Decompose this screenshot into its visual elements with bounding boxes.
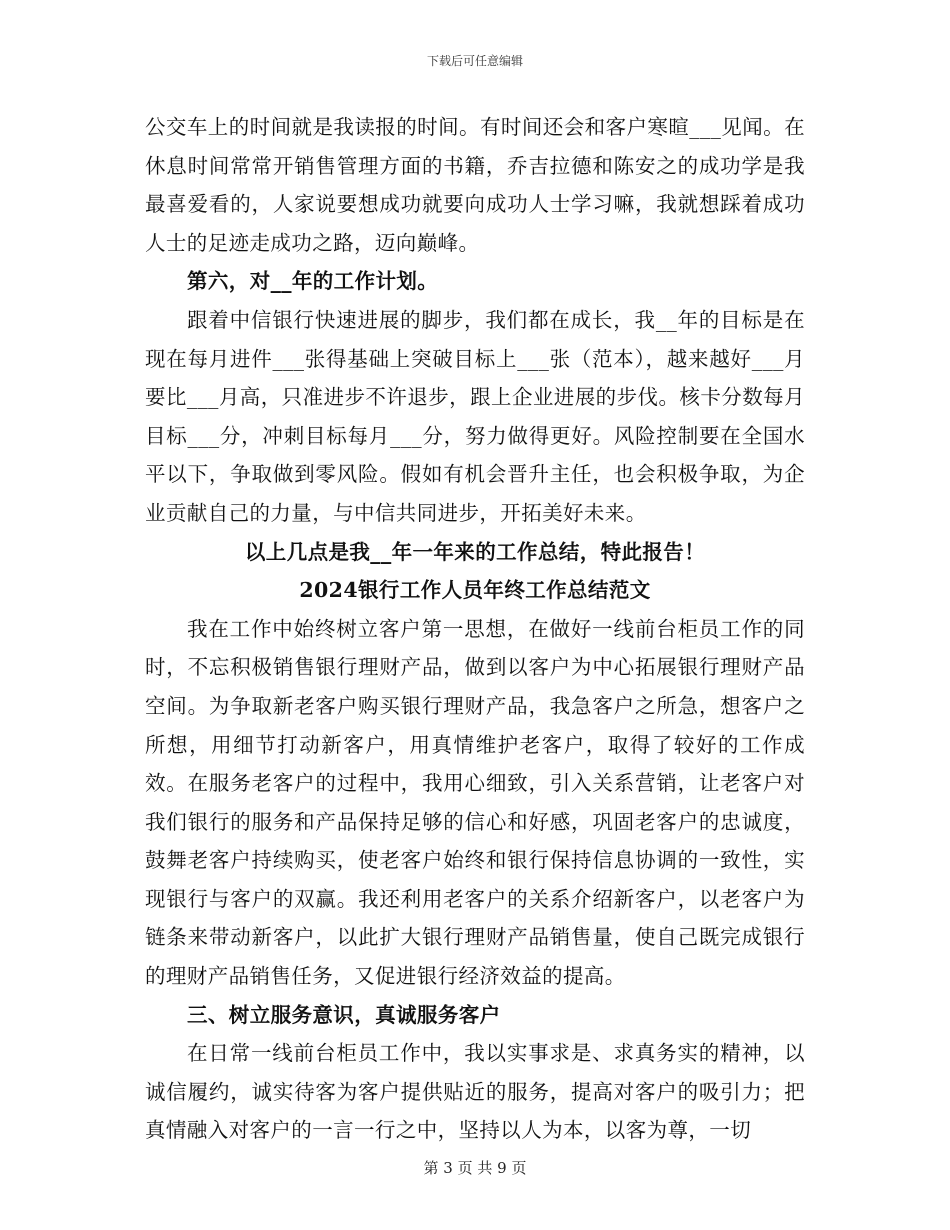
document-title: 2024银行工作人员年终工作总结范文 (299, 578, 651, 603)
page-footer: 第 3 页 共 9 页 (423, 1159, 527, 1177)
paragraph-service: 在日常一线前台柜员工作中，我以实事求是、求真务实的精神，以诚信履约，诚实待客为客户提供贴近的服务，提高对客户的吸引力；把真情融入对客户的一言一行之中，坚持以人为本，以客为尊，一切 (145, 1041, 805, 1143)
section-heading-work-plan: 第六，对__年的工作计划。 (187, 269, 439, 294)
closing-statement: 以上几点是我__年一年来的工作总结，特此报告！ (244, 539, 706, 564)
paragraph-customer-first: 我在工作中始终树立客户第一思想，在做好一线前台柜员工作的同时，不忘积极销售银行理财产品，做到以客户为中心拓展银行理财产品空间。为争取新老客户购买银行理财产品，我急客户之所急，想客户之所想，用细节打动新客户，用真情维护老客户，取得了较好的工作成效。在服务老客户的过程中，我用心细致，引入关系营销，让老客户对我们银行的服务和产品保持足够的信心和好感，巩固老客户的忠诚度，鼓舞老客户持续购买，使老客户始终和银行保持信息协调的一致性，实现银行与客户的双赢。我还利用老客户的关系介绍新客户，以老客户为链条来带动新客户，以此扩大银行理财产品销售量，使自己既完成银行的理财产品销售任务，又促进银行经济效益的提高。 (145, 616, 805, 989)
document-body (145, 108, 805, 1150)
section-heading-service: 三、树立服务意识，真诚服务客户 (187, 1002, 501, 1027)
paragraph-work-plan: 跟着中信银行快速进展的脚步，我们都在成长，我__年的目标是在现在每月进件___张得基础上突破目标上___张（范本），越来越好___月要比___月高，只准进步不许退步，跟上企业进展的步伐。核卡分数每月目标___分，冲刺目标每月___分，努力做得更好。风险控制要在全国水平以下，争取做到零风险。假如有机会晋升主任，也会积极争取，为企业贡献自己的力量，与中信共同进步，开拓美好未来。 (145, 307, 805, 525)
page-header: 下载后可任意编辑 (426, 54, 523, 68)
paragraph-reading-habits: 公交车上的时间就是我读报的时间。有时间还会和客户寒暄___见闻。在休息时间常常开销售管理方面的书籍，乔吉拉德和陈安之的成功学是我最喜爱看的，人家说要想成功就要向成功人士学习嘛，我就想踩着成功人士的足迹走成功之路，迈向巅峰。 (145, 115, 805, 255)
